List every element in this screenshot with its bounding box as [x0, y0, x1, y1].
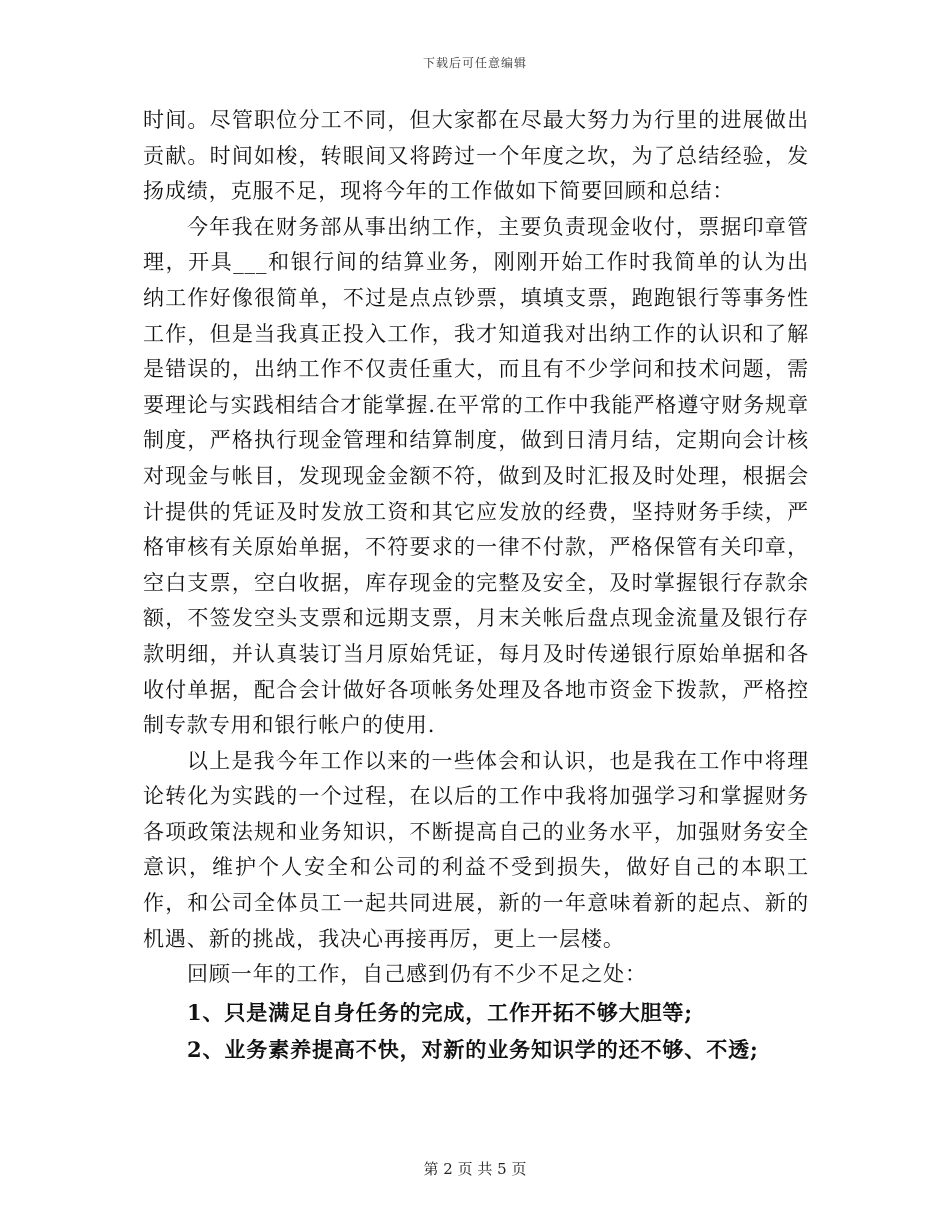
paragraph-cashier-work: 今年我在财务部从事出纳工作，主要负责现金收付，票据印章管理，开具___和银行间的结算业务，刚刚开始工作时我简单的认为出纳工作好像很简单，不过是点点钞票，填填支票，跑跑银行等事务性工作，但是当我真正投入工作，我才知道我对出纳工作的认识和了解是错误的，出纳工作不仅责任重大，而且有不少学问和技术问题，需要理论与实践相结合才能掌握.在平常的工作中我能严格遵守财务规章制度，严格执行现金管理和结算制度，做到日清月结，定期向会计核对现金与帐目，发现现金金额不符，做到及时汇报及时处理，根据会计提供的凭证及时发放工资和其它应发放的经费，坚持财务手续，严格审核有关原始单据，不符要求的一律不付款，严格保管有关印章，空白支票，空白收据，库存现金的完整及安全，及时掌握银行存款余额，不签发空头支票和远期支票，月末关帐后盘点现金流量及银行存款明细，并认真装订当月原始凭证，每月及时传递银行原始单据和各收付单据，配合会计做好各项帐务处理及各地市资金下拨款，严格控制专款专用和银行帐户的使用.: [143, 214, 809, 738]
document-body: [143, 103, 809, 1068]
page-number: 第 2 页 共 5 页: [423, 1160, 527, 1178]
shortcoming-item-2: 2、业务素养提高不快，对新的业务知识学的还不够、不透;: [187, 1037, 759, 1063]
page-header: 下载后可任意编辑: [422, 56, 527, 70]
shortcoming-item-1: 1、只是满足自身任务的完成，工作开拓不够大胆等;: [187, 999, 693, 1025]
paragraph-shortcomings-intro: 回顾一年的工作，自己感到仍有不少不足之处：: [187, 962, 647, 987]
paragraph-continuation: 时间。尽管职位分工不同，但大家都在尽最大努力为行里的进展做出贡献。时间如梭，转眼间又将跨过一个年度之坎，为了总结经验，发扬成绩，克服不足，现将今年的工作做如下简要回顾和总结：: [143, 108, 809, 204]
paragraph-reflection: 以上是我今年工作以来的一些体会和认识，也是我在工作中将理论转化为实践的一个过程，在以后的工作中我将加强学习和掌握财务各项政策法规和业务知识，不断提高自己的业务水平，加强财务安全意识，维护个人安全和公司的利益不受到损失，做好自己的本职工作，和公司全体员工一起共同进展，新的一年意味着新的起点、新的机遇、新的挑战，我决心再接再厉，更上一层楼。: [143, 748, 809, 951]
